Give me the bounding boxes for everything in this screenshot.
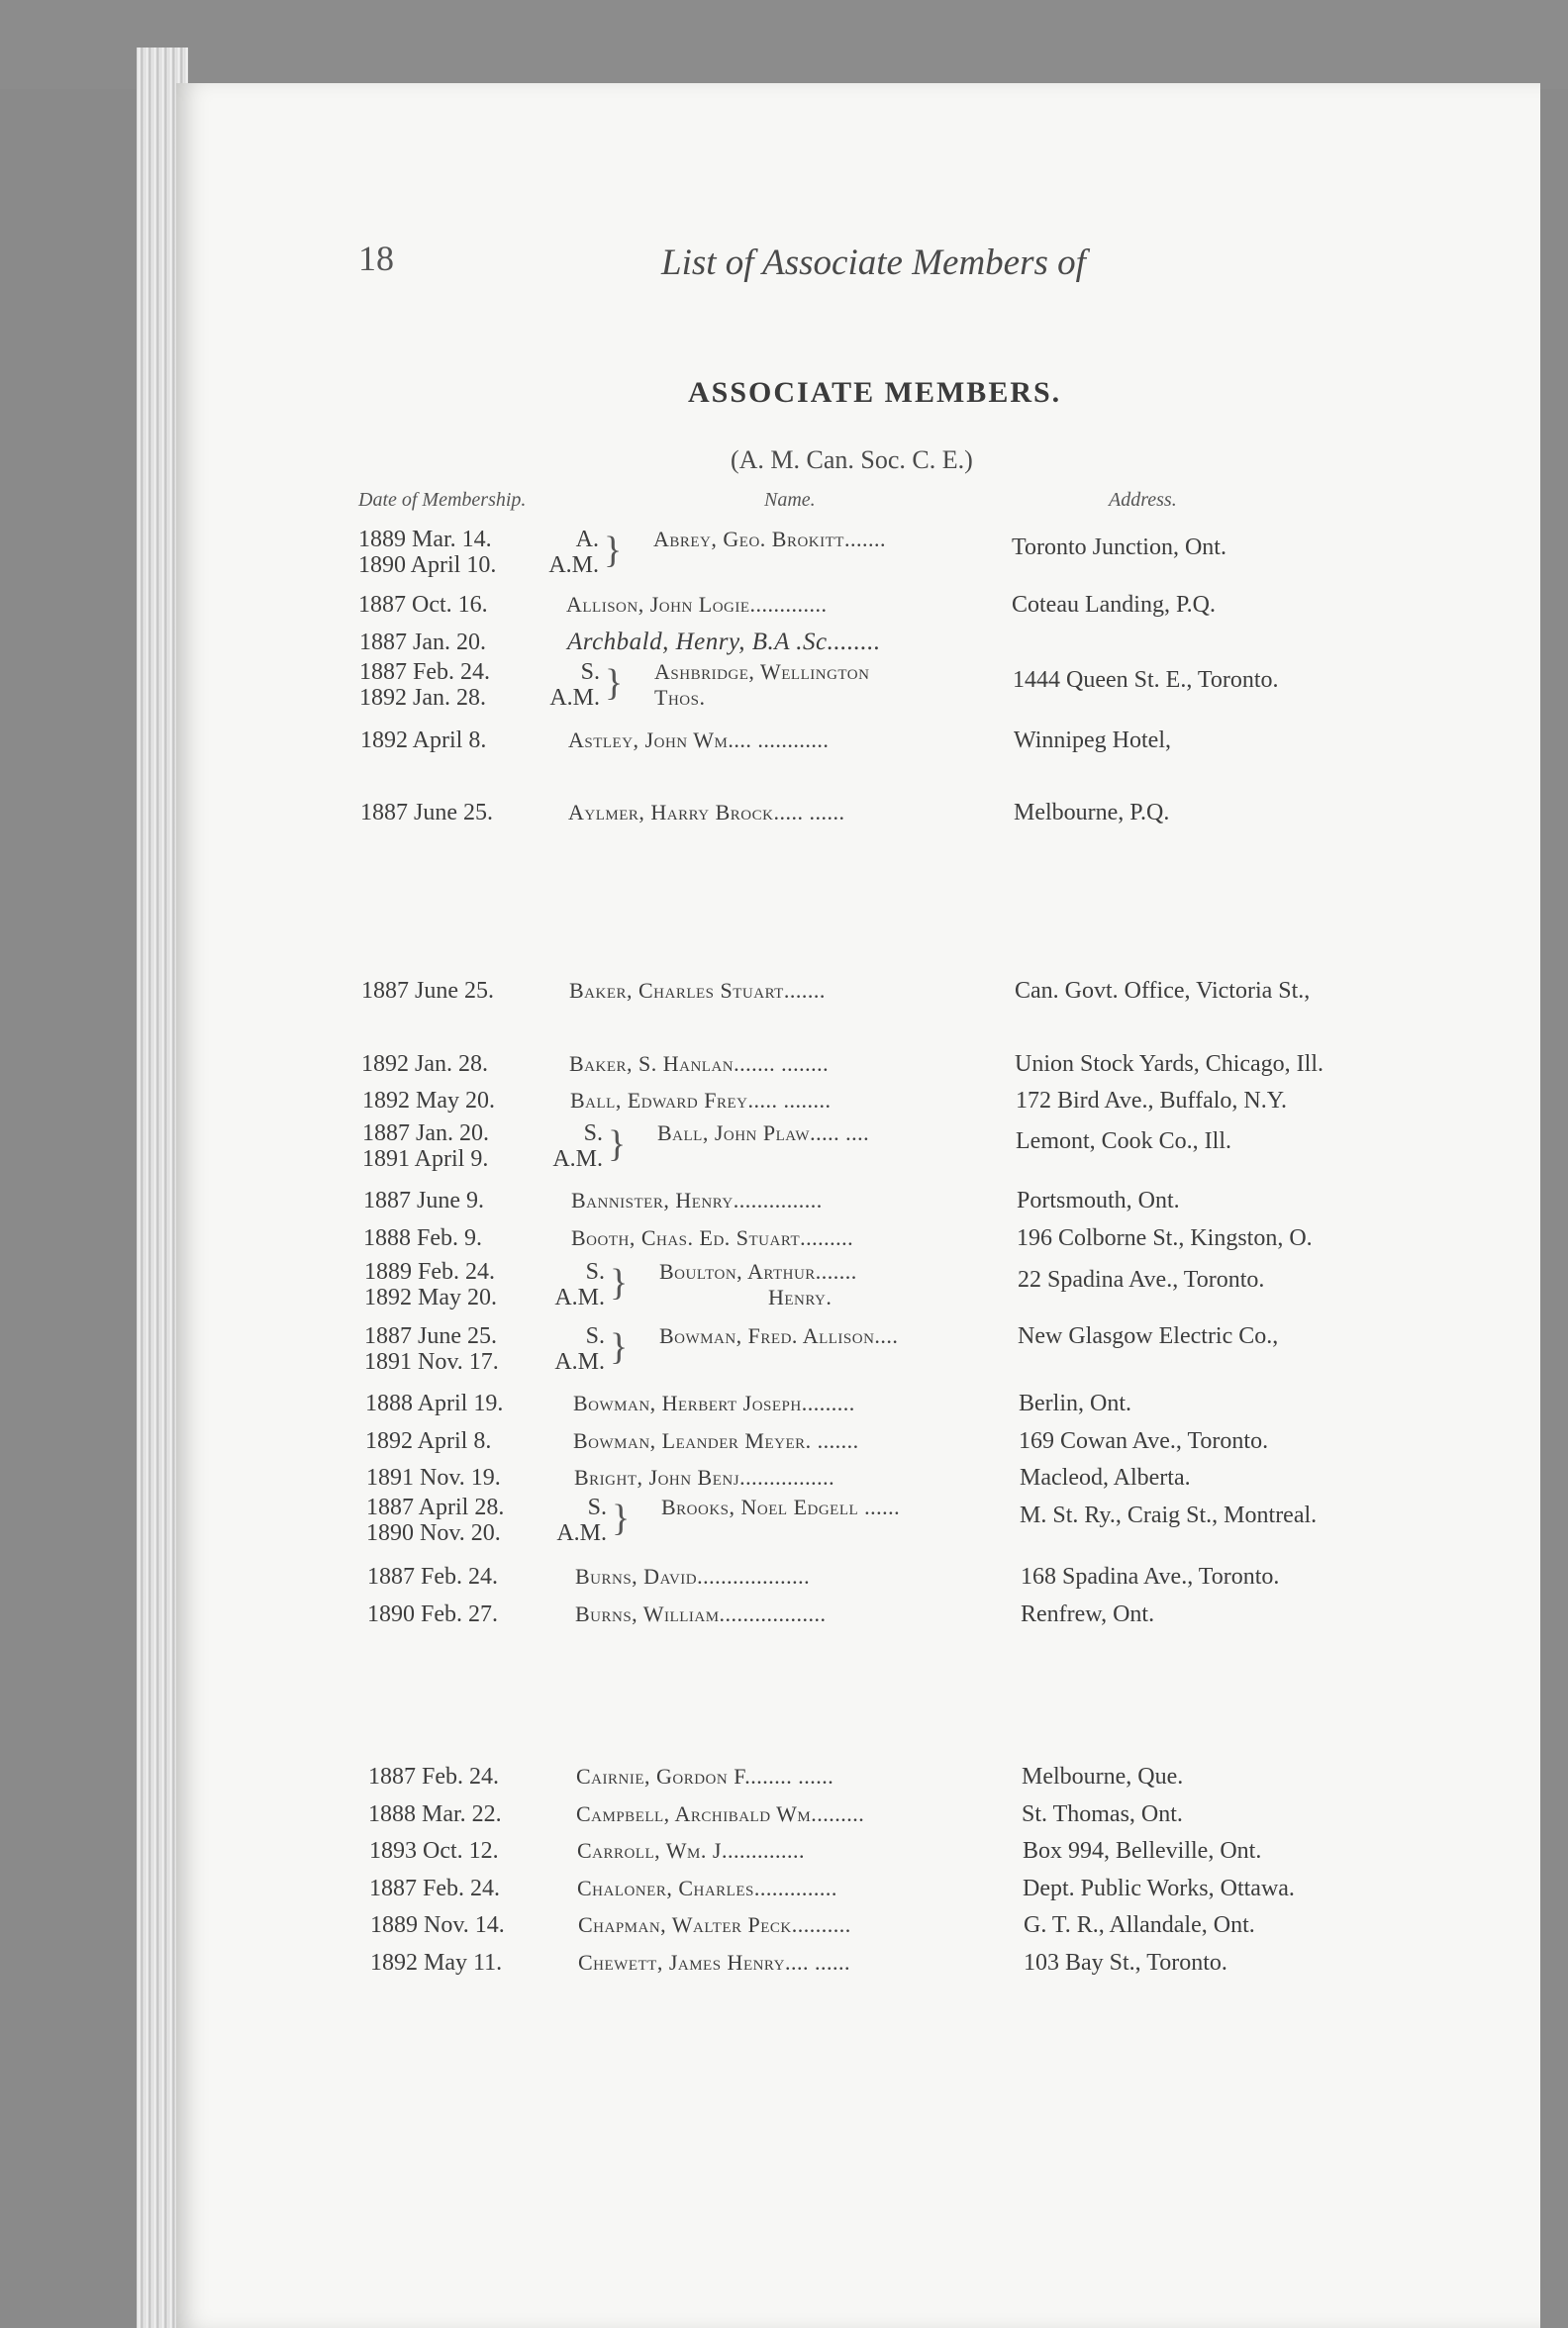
membership-date: 1887 June 25. [360, 800, 493, 825]
membership-date: 1892 April 8. [365, 1428, 492, 1454]
membership-date: 1888 Feb. 9. [363, 1225, 482, 1251]
member-name: Booth, Chas. Ed. Stuart......... [571, 1225, 854, 1250]
membership-date: 1889 Mar. 14. [358, 527, 492, 552]
member-address: St. Thomas, Ont. [1022, 1801, 1183, 1827]
bracket-icon: } [608, 1123, 627, 1165]
member-address: 22 Spadina Ave., Toronto. [1018, 1267, 1265, 1293]
member-name: Burns, David................... [575, 1564, 811, 1589]
member-name: Bowman, Leander Meyer. ....... [573, 1428, 859, 1453]
membership-date: 1890 Feb. 27. [367, 1601, 498, 1627]
membership-date: 1887 April 28. [366, 1495, 505, 1520]
section-title: ASSOCIATE MEMBERS. [688, 376, 1062, 409]
member-name-continued: Henry. [768, 1285, 833, 1310]
member-name: Allison, John Logie............. [566, 592, 828, 617]
member-name: Chapman, Walter Peck.......... [578, 1912, 851, 1937]
member-name: Ashbridge, Wellington [654, 659, 870, 684]
member-name: Burns, William.................. [575, 1601, 827, 1626]
member-name: Campbell, Archibald Wm......... [576, 1801, 865, 1826]
member-address: Lemont, Cook Co., Ill. [1016, 1128, 1231, 1154]
membership-date: 1887 Oct. 16. [358, 592, 488, 618]
membership-grade: S. [585, 1323, 605, 1349]
membership-grade: A.M. [548, 552, 599, 578]
column-header-date: Date of Membership. [358, 489, 527, 511]
member-name: Baker, Charles Stuart....... [569, 978, 826, 1003]
membership-date: 1887 Feb. 24. [359, 659, 490, 685]
running-head: List of Associate Members of [661, 242, 1086, 283]
membership-date: 1887 Jan. 20. [359, 630, 486, 655]
membership-grade: A.M. [554, 1349, 605, 1375]
member-address: G. T. R., Allandale, Ont. [1024, 1912, 1255, 1938]
membership-grade: A.M. [552, 1146, 603, 1172]
membership-date: 1890 Nov. 20. [366, 1520, 501, 1546]
member-name: Bowman, Fred. Allison.... [659, 1323, 899, 1348]
member-address: Toronto Junction, Ont. [1012, 534, 1226, 560]
bracket-icon: } [610, 1326, 629, 1368]
member-address: New Glasgow Electric Co., [1018, 1323, 1279, 1349]
member-name: Cairnie, Gordon F........ ...... [576, 1764, 834, 1789]
membership-date: 1892 Jan. 28. [359, 685, 486, 711]
page-number: 18 [358, 239, 394, 278]
member-address: 196 Colborne St., Kingston, O. [1017, 1225, 1313, 1251]
membership-date: 1892 May 11. [370, 1950, 503, 1976]
society-designation: (A. M. Can. Soc. C. E.) [731, 445, 973, 474]
member-name: Chaloner, Charles.............. [577, 1876, 837, 1900]
member-name: Boulton, Arthur....... [659, 1259, 857, 1284]
bracket-icon: } [610, 1262, 629, 1304]
member-address: 103 Bay St., Toronto. [1024, 1950, 1227, 1976]
bracket-icon: } [604, 530, 623, 571]
member-address: Berlin, Ont. [1019, 1391, 1131, 1416]
member-name: Baker, S. Hanlan....... ........ [569, 1051, 830, 1076]
membership-date: 1887 Feb. 24. [368, 1764, 499, 1790]
member-address: Portsmouth, Ont. [1017, 1188, 1180, 1213]
membership-date: 1892 May 20. [362, 1088, 495, 1114]
membership-date: 1889 Feb. 24. [364, 1259, 495, 1285]
member-address: Melbourne, P.Q. [1014, 800, 1170, 825]
member-name: Bannister, Henry............... [571, 1188, 823, 1212]
bracket-icon: } [605, 662, 624, 704]
membership-date: 1888 Mar. 22. [368, 1801, 502, 1827]
scan-background [0, 0, 1568, 89]
membership-grade: A.M. [554, 1285, 605, 1310]
member-name: Astley, John Wm.... ............ [568, 728, 830, 752]
member-address: 168 Spadina Ave., Toronto. [1021, 1564, 1280, 1590]
member-name: Brooks, Noel Edgell ...... [661, 1495, 901, 1519]
membership-date: 1887 Feb. 24. [369, 1876, 500, 1901]
membership-date: 1888 April 19. [365, 1391, 504, 1416]
member-name: Archbald, Henry, B.A .Sc........ [567, 629, 881, 655]
membership-date: 1891 Nov. 19. [366, 1465, 501, 1491]
member-name: Ball, John Plaw..... .... [657, 1120, 870, 1145]
member-name: Aylmer, Harry Brock..... ...... [568, 800, 845, 824]
membership-date: 1892 Jan. 28. [361, 1051, 488, 1077]
membership-grade: A. [575, 527, 599, 552]
member-address: Can. Govt. Office, Victoria St., [1015, 978, 1311, 1004]
membership-date: 1892 April 8. [360, 728, 487, 753]
member-address: Renfrew, Ont. [1021, 1601, 1155, 1627]
membership-date: 1891 April 9. [362, 1146, 489, 1172]
member-address: Dept. Public Works, Ottawa. [1023, 1876, 1295, 1901]
membership-date: 1889 Nov. 14. [370, 1912, 505, 1938]
membership-grade: S. [585, 1259, 605, 1285]
membership-grade: S. [580, 659, 600, 685]
member-address: Coteau Landing, P.Q. [1012, 592, 1216, 618]
member-name: Carroll, Wm. J.............. [577, 1838, 805, 1863]
member-address: Box 994, Belleville, Ont. [1023, 1838, 1262, 1864]
membership-grade: S. [583, 1120, 603, 1146]
membership-date: 1887 Jan. 20. [362, 1120, 489, 1146]
membership-date: 1892 May 20. [364, 1285, 497, 1310]
member-address: M. St. Ry., Craig St., Montreal. [1020, 1503, 1318, 1528]
member-address: 1444 Queen St. E., Toronto. [1013, 667, 1279, 693]
column-header-name: Name. [764, 489, 816, 511]
membership-date: 1887 June 9. [363, 1188, 484, 1213]
membership-date: 1887 Feb. 24. [367, 1564, 498, 1590]
membership-grade: A.M. [549, 685, 600, 711]
membership-grade: A.M. [556, 1520, 607, 1546]
member-name: Abrey, Geo. Brokitt....... [653, 527, 886, 551]
member-name: Chewett, James Henry.... ...... [578, 1950, 850, 1975]
member-address: Melbourne, Que. [1022, 1764, 1184, 1790]
member-name-continued: Thos. [654, 685, 706, 710]
membership-date: 1891 Nov. 17. [364, 1349, 499, 1375]
membership-date: 1887 June 25. [364, 1323, 497, 1349]
member-address: Macleod, Alberta. [1020, 1465, 1191, 1491]
member-address: Winnipeg Hotel, [1014, 728, 1171, 753]
member-address: 169 Cowan Ave., Toronto. [1019, 1428, 1269, 1454]
membership-date: 1893 Oct. 12. [369, 1838, 499, 1864]
membership-date: 1887 June 25. [361, 978, 494, 1004]
membership-date: 1890 April 10. [358, 552, 497, 578]
member-name: Bright, John Benj................ [574, 1465, 835, 1490]
member-address: Union Stock Yards, Chicago, Ill. [1015, 1051, 1323, 1077]
member-address: 172 Bird Ave., Buffalo, N.Y. [1016, 1088, 1287, 1114]
column-header-address: Address. [1109, 489, 1177, 511]
member-name: Ball, Edward Frey..... ........ [570, 1088, 832, 1113]
membership-grade: S. [587, 1495, 607, 1520]
member-name: Bowman, Herbert Joseph......... [573, 1391, 855, 1415]
bracket-icon: } [612, 1498, 631, 1539]
